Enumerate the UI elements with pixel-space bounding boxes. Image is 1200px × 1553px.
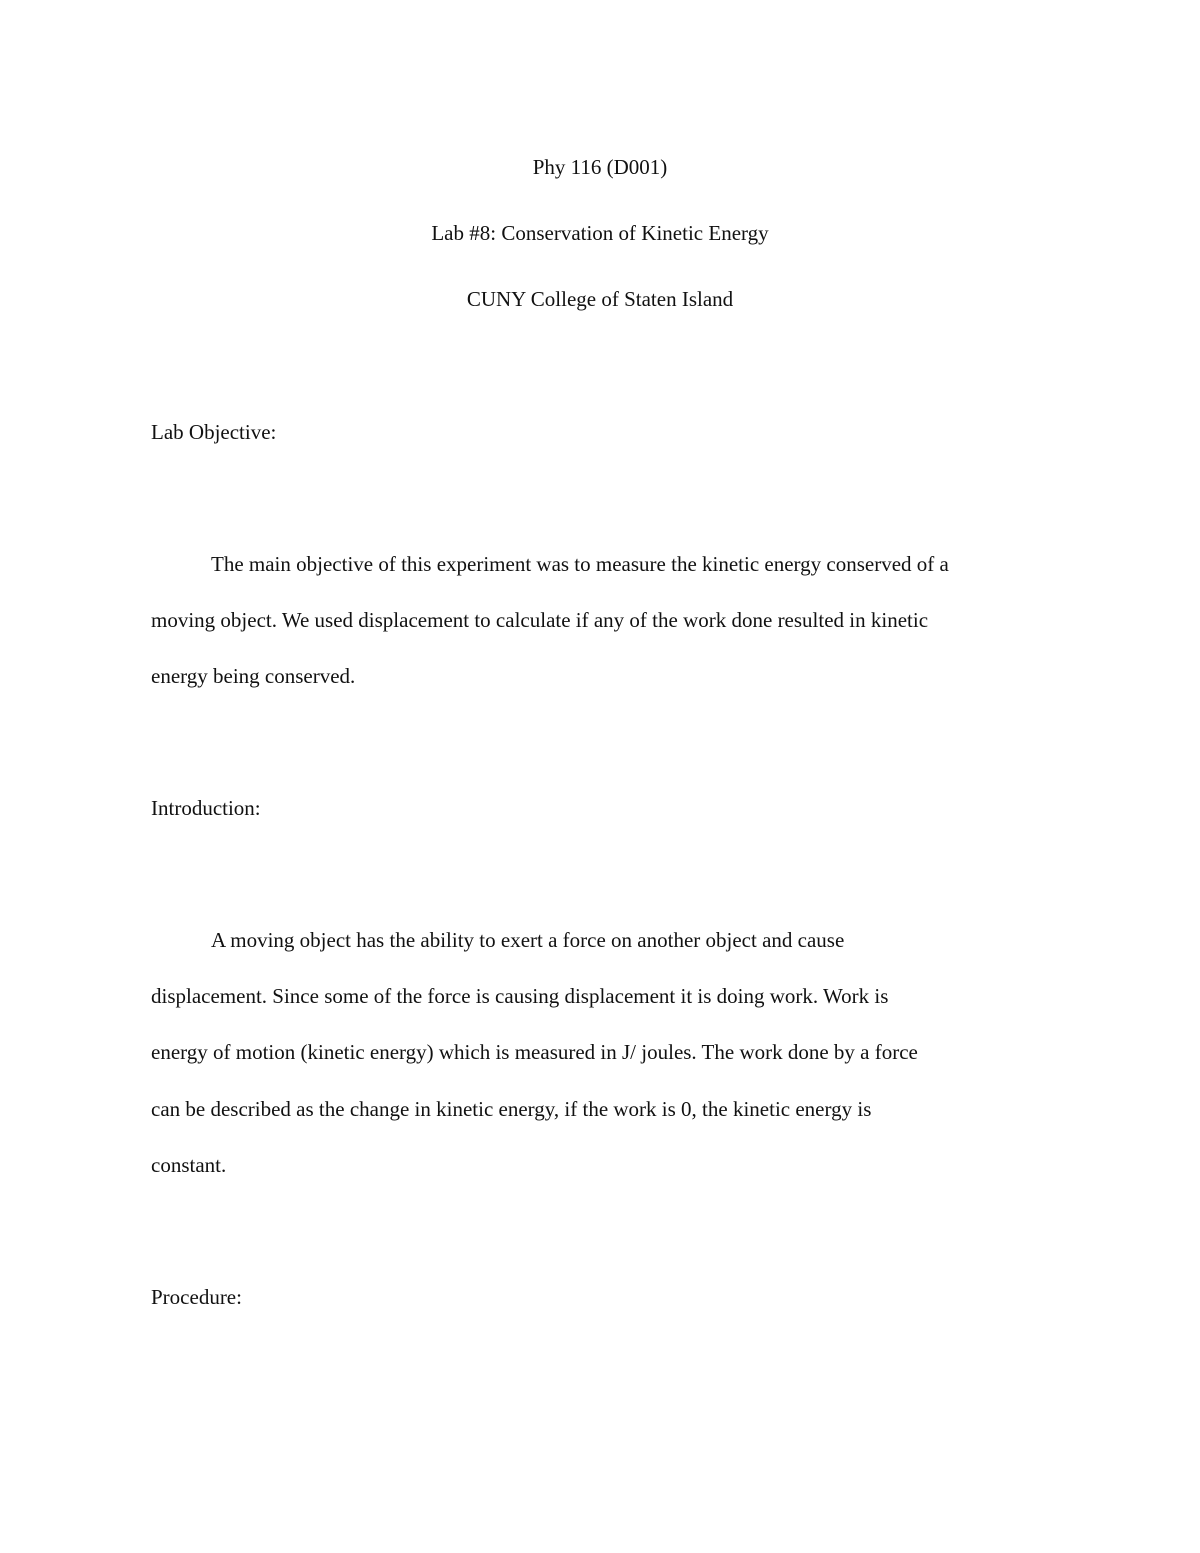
institution-name: CUNY College of Staten Island — [466, 287, 734, 311]
introduction-heading: Introduction: — [151, 796, 261, 820]
objective-heading: Lab Objective: — [151, 420, 277, 444]
introduction-line-5: constant. — [151, 1153, 227, 1177]
course-title: Phy 116 (D001) — [532, 155, 668, 179]
introduction-line-2: displacement. Since some of the force is causing displacement it is doing work. Work is — [151, 984, 889, 1008]
introduction-line-4: can be described as the change in kinetic energy, if the work is 0, the kinetic energy is — [151, 1097, 872, 1121]
objective-line-2: moving object. We used displacement to calculate if any of the work done resulted in kinetic — [151, 608, 929, 632]
procedure-heading: Procedure: — [151, 1285, 242, 1309]
introduction-line-1: A moving object has the ability to exert a force on another object and cause — [211, 928, 845, 952]
introduction-line-3: energy of motion (kinetic energy) which is measured in J/ joules. The work done by a force — [151, 1040, 918, 1064]
lab-title: Lab #8: Conservation of Kinetic Energy — [431, 221, 769, 245]
objective-line-3: energy being conserved. — [151, 664, 356, 688]
objective-line-1: The main objective of this experiment was to measure the kinetic energy conserved of a — [211, 552, 949, 576]
